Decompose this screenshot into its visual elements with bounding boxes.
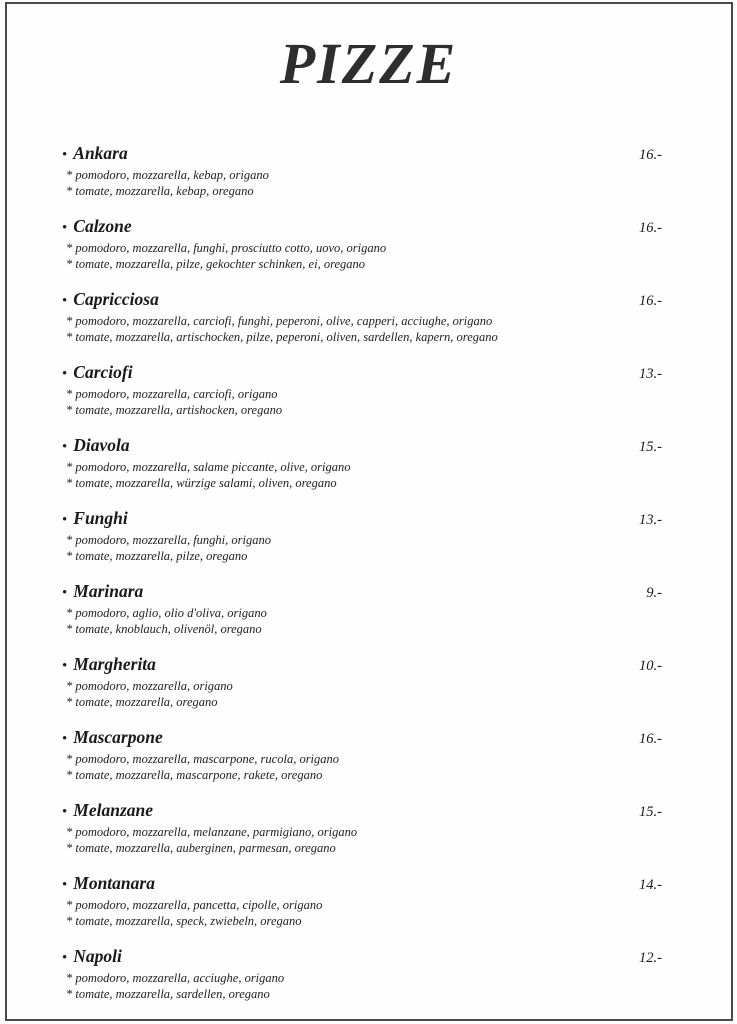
ingredients-german: * tomate, mozzarella, auberginen, parmesan, oregano [66, 841, 336, 855]
bullet-icon: • [62, 658, 68, 674]
bullet-icon: • [62, 950, 68, 966]
pizza-price: 16.- [639, 220, 662, 236]
pizza-name: Ankara [73, 143, 128, 163]
ingredients-german: * tomate, mozzarella, pilze, oregano [66, 549, 248, 563]
item-header [62, 143, 662, 164]
ingredients-german: * tomate, mozzarella, sardellen, oregano [66, 987, 270, 1001]
ingredients-italian: * pomodoro, mozzarella, kebap, origano [66, 168, 269, 182]
menu-item-melanzane [62, 800, 662, 856]
item-header [62, 362, 662, 383]
bullet-icon: • [62, 293, 68, 309]
bullet-icon: • [62, 439, 68, 455]
pizza-name: Napoli [73, 946, 122, 966]
menu-item-marinara [62, 581, 662, 637]
ingredients-italian: * pomodoro, mozzarella, salame piccante, olive, origano [66, 460, 351, 474]
ingredients-italian: * pomodoro, mozzarella, mascarpone, rucola, origano [66, 752, 340, 766]
menu-item-carciofi [62, 362, 662, 418]
pizza-price: 15.- [639, 439, 662, 455]
ingredients-german: * tomate, mozzarella, kebap, oregano [66, 184, 254, 198]
ingredients-german: * tomate, mozzarella, oregano [66, 695, 218, 709]
item-header [62, 946, 662, 967]
menu-item-capricciosa [62, 289, 662, 345]
menu-item-calzone [62, 216, 662, 272]
item-header [62, 435, 662, 456]
ingredients-italian: * pomodoro, mozzarella, origano [66, 679, 233, 693]
ingredients-german: * tomate, mozzarella, artischocken, pilze, peperoni, oliven, sardellen, kapern, oregano [66, 330, 498, 344]
bullet-icon: • [62, 147, 68, 163]
bullet-icon: • [62, 366, 68, 382]
pizza-name: Capricciosa [73, 289, 159, 309]
pizza-price: 16.- [639, 731, 662, 747]
pizza-name: Melanzane [73, 800, 153, 820]
menu-item-mascarpone [62, 727, 662, 783]
menu-item-funghi [62, 508, 662, 564]
pizza-name: Carciofi [73, 362, 133, 382]
pizza-price: 13.- [639, 366, 662, 382]
ingredients-german: * tomate, mozzarella, speck, zwiebeln, oregano [66, 914, 302, 928]
menu-item-montanara [62, 873, 662, 929]
item-header [62, 800, 662, 821]
page-title: PIZZE [279, 31, 458, 96]
ingredients-italian: * pomodoro, mozzarella, melanzane, parmigiano, origano [66, 825, 358, 839]
ingredients-german: * tomate, knoblauch, olivenöl, oregano [66, 622, 262, 636]
item-header [62, 216, 662, 237]
bullet-icon: • [62, 585, 68, 601]
pizza-name: Funghi [73, 508, 128, 528]
pizza-price: 16.- [639, 147, 662, 163]
ingredients-italian: * pomodoro, mozzarella, carciofi, funghi, peperoni, olive, capperi, acciughe, origano [66, 314, 493, 328]
item-header [62, 508, 662, 529]
ingredients-italian: * pomodoro, aglio, olio d'oliva, origano [66, 606, 267, 620]
pizza-price: 9.- [646, 585, 662, 601]
ingredients-german: * tomate, mozzarella, würzige salami, oliven, oregano [66, 476, 337, 490]
ingredients-italian: * pomodoro, mozzarella, carciofi, origano [66, 387, 278, 401]
ingredients-german: * tomate, mozzarella, artishocken, oregano [66, 403, 283, 417]
pizza-name: Margherita [73, 654, 156, 674]
bullet-icon: • [62, 804, 68, 820]
item-header [62, 289, 662, 310]
item-header [62, 581, 662, 602]
menu-item-margherita [62, 654, 662, 710]
pizza-name: Montanara [73, 873, 155, 893]
pizza-price: 13.- [639, 512, 662, 528]
menu-item-diavola [62, 435, 662, 491]
pizza-name: Calzone [73, 216, 132, 236]
ingredients-german: * tomate, mozzarella, pilze, gekochter schinken, ei, oregano [66, 257, 366, 271]
ingredients-italian: * pomodoro, mozzarella, acciughe, origano [66, 971, 285, 985]
pizza-name: Marinara [73, 581, 144, 601]
bullet-icon: • [62, 512, 68, 528]
bullet-icon: • [62, 877, 68, 893]
pizza-price: 15.- [639, 804, 662, 820]
ingredients-italian: * pomodoro, mozzarella, funghi, prosciutto cotto, uovo, origano [66, 241, 387, 255]
pizza-price: 14.- [639, 877, 662, 893]
pizza-price: 10.- [639, 658, 662, 674]
item-header [62, 727, 662, 748]
bullet-icon: • [62, 220, 68, 236]
pizza-name: Diavola [73, 435, 130, 455]
ingredients-italian: * pomodoro, mozzarella, pancetta, cipolle, origano [66, 898, 323, 912]
menu-item-napoli [62, 946, 662, 1002]
ingredients-italian: * pomodoro, mozzarella, funghi, origano [66, 533, 271, 547]
pizza-price: 16.- [639, 293, 662, 309]
item-header [62, 654, 662, 675]
pizza-price: 12.- [639, 950, 662, 966]
menu-item-ankara [62, 143, 662, 199]
pizza-name: Mascarpone [73, 727, 163, 747]
bullet-icon: • [62, 731, 68, 747]
ingredients-german: * tomate, mozzarella, mascarpone, rakete, oregano [66, 768, 323, 782]
item-header [62, 873, 662, 894]
menu-items-list [62, 143, 662, 1002]
